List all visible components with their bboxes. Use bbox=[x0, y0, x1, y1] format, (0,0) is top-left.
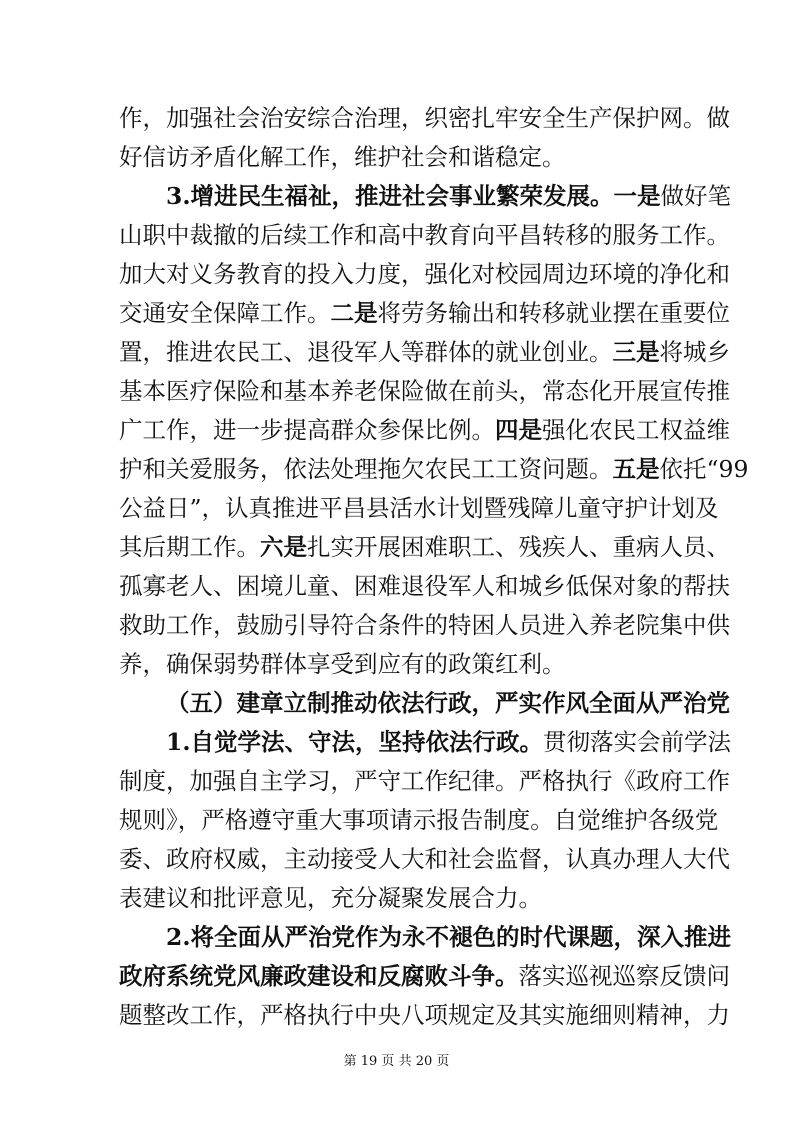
text-line: 交通安全保障工作。二是将劳务输出和转移就业摆在重要位 bbox=[119, 299, 730, 327]
text-line: 制度，加强自主学习，严守工作纪律。严格执行《政府工作 bbox=[119, 767, 730, 795]
text-line: 加大对义务教育的投入力度，强化对校园周边环境的净化和 bbox=[119, 260, 730, 288]
text-line: 好信访矛盾化解工作，维护社会和谐稳定。 bbox=[119, 143, 566, 171]
text-line: 救助工作，鼓励引导符合条件的特困人员进入养老院集中供 bbox=[119, 611, 730, 639]
text-line: 政府系统党风廉政建设和反腐败斗争。落实巡视巡察反馈问 bbox=[119, 962, 730, 990]
text-line: 孤寡老人、困境儿童、困难退役军人和城乡低保对象的帮扶 bbox=[119, 572, 730, 600]
text-line: 山职中裁撤的后续工作和高中教育向平昌转移的服务工作。 bbox=[119, 221, 730, 249]
section-heading: （五）建章立制推动依法行政，严实作风全面从严治党 bbox=[166, 689, 730, 717]
text-line: 1.自觉学法、守法，坚持依法行政。贯彻落实会前学法 bbox=[166, 728, 732, 756]
text-line: 表建议和批评意见，充分凝聚发展合力。 bbox=[119, 884, 542, 912]
text-line: 基本医疗保险和基本养老保险做在前头，常态化开展宣传推 bbox=[119, 377, 730, 405]
text-line: 护和关爱服务，依法处理拖欠农民工工资问题。五是依托“99 bbox=[119, 455, 749, 483]
text-line: 其后期工作。六是扎实开展困难职工、残疾人、重病人员、 bbox=[119, 533, 730, 561]
page-footer: 第 19 页 共 20 页 bbox=[343, 1054, 450, 1069]
text-line: 置，推进农民工、退役军人等群体的就业创业。三是将城乡 bbox=[119, 338, 730, 366]
text-line: 作，加强社会治安综合治理，织密扎牢安全生产保护网。做 bbox=[119, 104, 730, 132]
text-line: 3.增进民生福祉，推进社会事业繁荣发展。一是做好笔 bbox=[166, 182, 732, 210]
text-line: 题整改工作，严格执行中央八项规定及其实施细则精神，力 bbox=[119, 1001, 730, 1029]
text-line: 养，确保弱势群体享受到应有的政策红利。 bbox=[119, 650, 566, 678]
text-line: 广工作，进一步提高群众参保比例。四是强化农民工权益维 bbox=[119, 416, 730, 444]
text-line: 2.将全面从严治党作为永不褪色的时代课题，深入推进 bbox=[166, 923, 732, 951]
text-line: 公益日”，认真推进平昌县活水计划暨残障儿童守护计划及 bbox=[119, 494, 719, 522]
text-line: 委、政府权威，主动接受人大和社会监督，认真办理人大代 bbox=[119, 845, 730, 873]
text-line: 规则》，严格遵守重大事项请示报告制度。自觉维护各级党 bbox=[119, 806, 719, 834]
